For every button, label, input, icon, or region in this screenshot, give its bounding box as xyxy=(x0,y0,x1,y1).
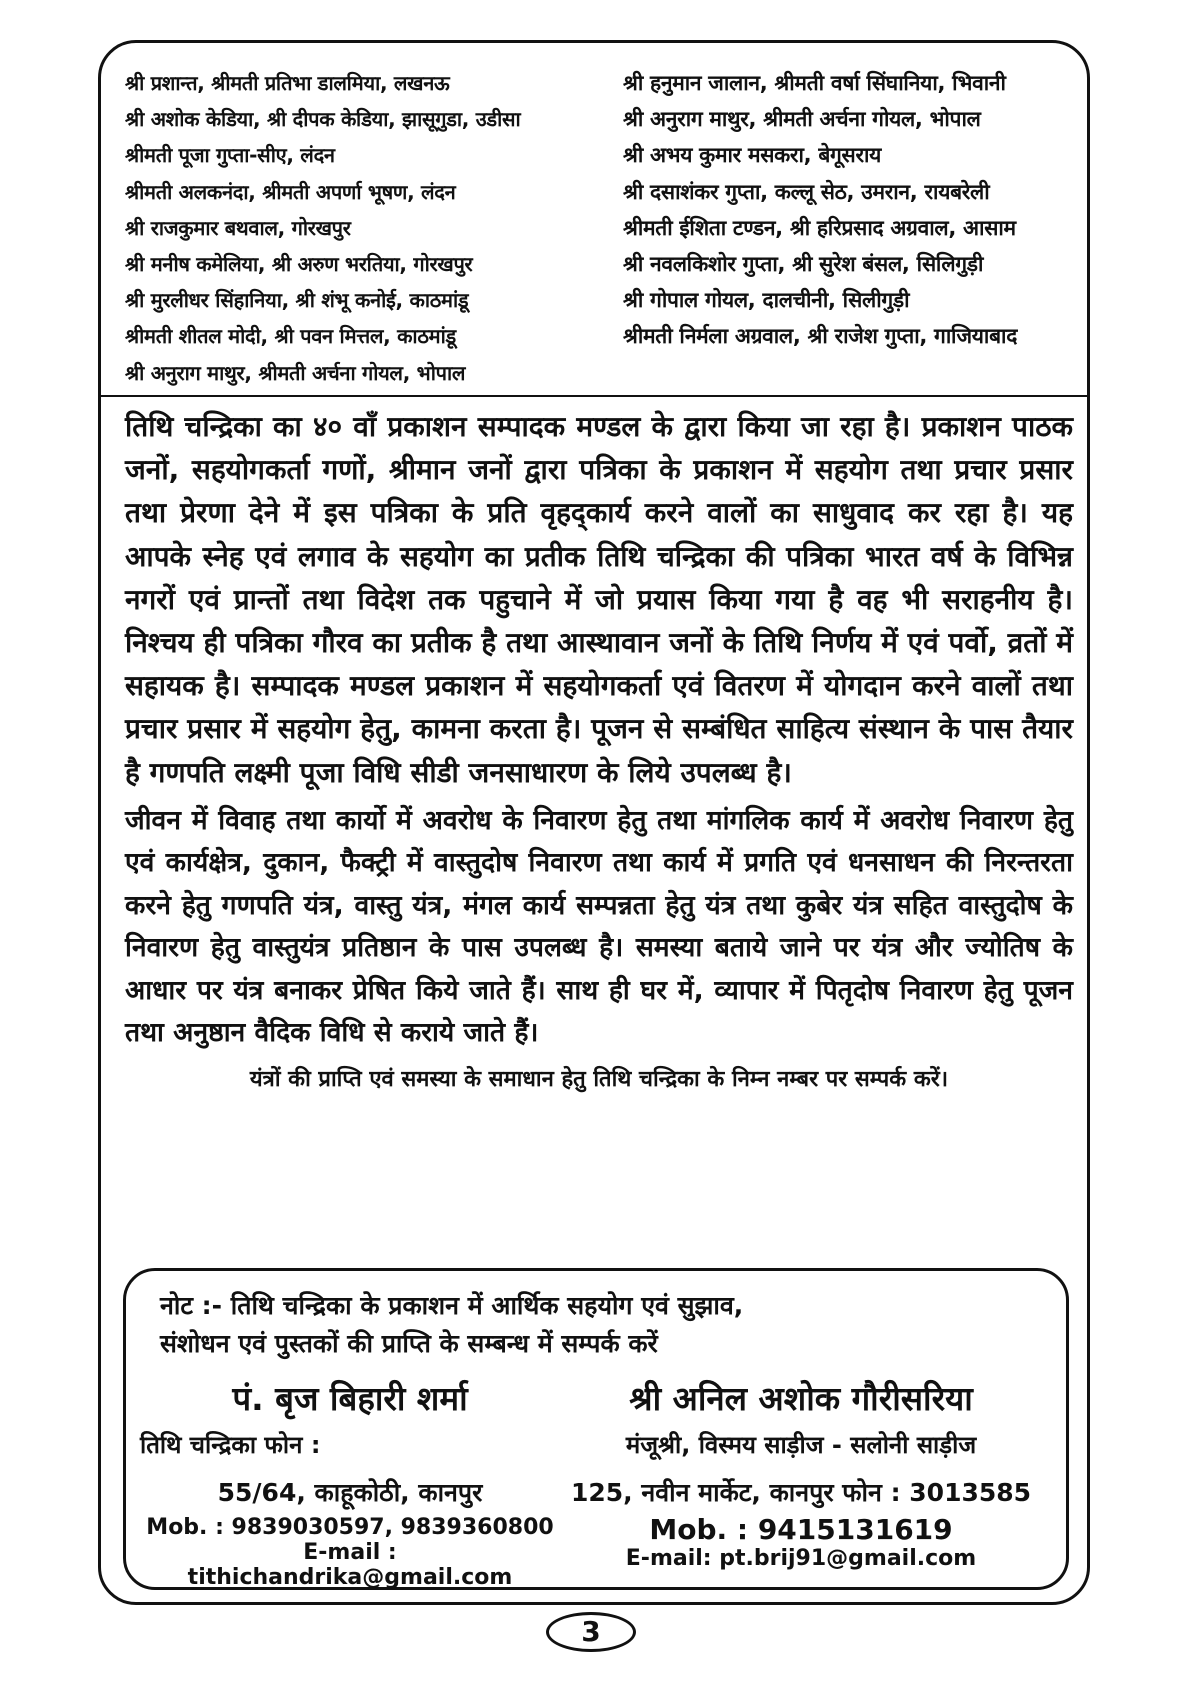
note-line-2: संशोधन एवं पुस्तकों की प्राप्ति के सम्बन्ध में सम्पर्क करें xyxy=(160,1329,658,1358)
contact-name: श्री अनिल अशोक गौरीसरिया xyxy=(629,1379,973,1418)
contact-address: 125, नवीन मार्केट, कानपुर फोन : 3013585 xyxy=(570,1478,1032,1507)
contact-email: E-mail : tithichandrika@gmail.com xyxy=(187,1540,513,1590)
contributor-line: श्री अनुराग माथुर, श्रीमती अर्चना गोयल, भोपाल xyxy=(125,360,466,385)
main-text xyxy=(125,405,1073,1093)
paragraph-yantra: जीवन में विवाह तथा कार्यो में अवरोध के निवारण हेतु तथा मांगलिक कार्य में अवरोध निवारण हेतु एवं कार्यक्षेत्र, दुकान, फैक्ट्री में वास्तुदोष निवारण तथा कार्य में प्रगति एवं धनसाधन की निरन्तरता करने हेतु गणपति यंत्र, वास्तु यंत्र, मंगल कार्य सम्पन्नता हेतु यंत्र तथा कुबेर यंत्र सहित वास्तुदोष के निवारण हेतु वास्तुयंत्र प्रतिष्ठान के पास उपलब्ध है। समस्या बताये जाने पर यंत्र और ज्योतिष के आधार पर यंत्र बनाकर प्रेषित किये जाते हैं। साथ ही घर में, व्यापार में पितृदोष निवारण हेतु पूजन तथा अनुष्ठान वैदिक विधि से कराये जाते हैं। xyxy=(125,804,1073,1049)
contributor-line: श्री मुरलीधर सिंहानिया, श्री शंभू कनोई, काठमांडू xyxy=(125,288,469,313)
page-border xyxy=(98,40,1090,1605)
contributor-line: श्री गोपाल गोयल, दालचीनी, सिलीगुड़ी xyxy=(623,288,910,313)
contributors-left-column xyxy=(125,65,595,391)
note-line-1: नोट :- तिथि चन्द्रिका के प्रकाशन में आर्थिक सहयोग एवं सुझाव, xyxy=(160,1291,744,1320)
note-text xyxy=(160,1287,1040,1363)
contact-address: 55/64, काहूकोठी, कानपुर xyxy=(217,1478,483,1507)
contributor-line: श्रीमती पूजा गुप्ता-सीए, लंदन xyxy=(125,143,335,168)
contact-name: पं. बृज बिहारी शर्मा xyxy=(232,1379,468,1418)
contributor-line: श्री राजकुमार बथवाल, गोरखपुर xyxy=(125,215,351,240)
contributor-line: श्रीमती ईशिता टण्डन, श्री हरिप्रसाद अग्रवाल, आसाम xyxy=(623,215,1016,240)
contact-phone-label: तिथि चन्द्रिका फोन : xyxy=(140,1431,321,1459)
contributor-line: श्री अनुराग माथुर, श्रीमती अर्चना गोयल, भोपाल xyxy=(623,107,981,132)
contact-card-right xyxy=(566,1375,1036,1571)
contributor-line: श्री नवलकिशोर गुप्ता, श्री सुरेश बंसल, सिलिगुड़ी xyxy=(623,252,984,277)
contact-mobile: Mob. : 9839030597, 9839360800 xyxy=(146,1515,554,1540)
paragraph-publication: तिथि चन्द्रिका का ४० वाँ प्रकाशन सम्पादक मण्डल के द्वारा किया जा रहा है। प्रकाशन पाठक जनों, सहयोगकर्ता गणों, श्रीमान जनों द्वारा पत्रिका के प्रकाशन में सहयोग तथा प्रचार प्रसार तथा प्रेरणा देने में इस पत्रिका के प्रति वृहद्कार्य करने वालों का साधुवाद कर रहा है। यह आपके स्नेह एवं लगाव के सहयोग का प्रतीक तिथि चन्द्रिका की पत्रिका भारत वर्ष के विभिन्न नगरों एवं प्रान्तों तथा विदेश तक पहुचाने में जो प्रयास किया गया है वह भी सराहनीय है। निश्चय ही पत्रिका गौरव का प्रतीक है तथा आस्थावान जनों के तिथि निर्णय में एवं पर्वो, व्रतों में सहायक है। सम्पादक मण्डल प्रकाशन में सहयोगकर्ता एवं वितरण में योगदान करने वालों तथा प्रचार प्रसार में सहयोग हेतु, कामना करता है। पूजन से सम्बंधित साहित्य संस्थान के पास तैयार है गणपति लक्ष्मी पूजा विधि सीडी जनसाधारण के लिये उपलब्ध है। xyxy=(125,410,1073,789)
contact-mobile: Mob. : 9415131619 xyxy=(649,1513,953,1546)
contributor-line: श्रीमती निर्मला अग्रवाल, श्री राजेश गुप्ता, गाजियाबाद xyxy=(623,324,1018,349)
contributor-line: श्री हनुमान जालान, श्रीमती वर्षा सिंघानिया, भिवानी xyxy=(623,71,1006,95)
contributor-line: श्रीमती अलकनंदा, श्रीमती अपर्णा भूषण, लंदन xyxy=(125,179,456,204)
contributors-right-column xyxy=(623,65,1083,355)
contact-instruction: यंत्रों की प्राप्ति एवं समस्या के समाधान हेतु तिथि चन्द्रिका के निम्न नम्बर पर सम्पर्क करें। xyxy=(249,1066,949,1092)
page-number: 3 xyxy=(546,1612,636,1652)
contributor-line: श्री अशोक केडिया, श्री दीपक केडिया, झासूगुडा, उडीसा xyxy=(125,107,521,132)
contact-email: E-mail: pt.brij91@gmail.com xyxy=(625,1546,977,1571)
contact-card-left xyxy=(140,1375,560,1590)
contact-shop: मंजूश्री, विस्मय साड़ीज - सलोनी साड़ीज xyxy=(625,1431,977,1459)
contributor-line: श्री प्रशान्त, श्रीमती प्रतिभा डालमिया, लखनऊ xyxy=(125,71,450,95)
contributor-line: श्रीमती शीतल मोदी, श्री पवन मित्तल, काठमांडू xyxy=(125,324,456,349)
note-box xyxy=(123,1268,1069,1590)
contributor-line: श्री अभय कुमार मसकरा, बेगूसराय xyxy=(623,143,882,168)
contributor-line: श्री दसाशंकर गुप्ता, कल्लू सेठ, उमरान, रायबरेली xyxy=(623,179,990,204)
contributor-line: श्री मनीष कमेलिया, श्री अरुण भरतिया, गोरखपुर xyxy=(125,252,473,277)
contributors-section xyxy=(101,43,1087,397)
